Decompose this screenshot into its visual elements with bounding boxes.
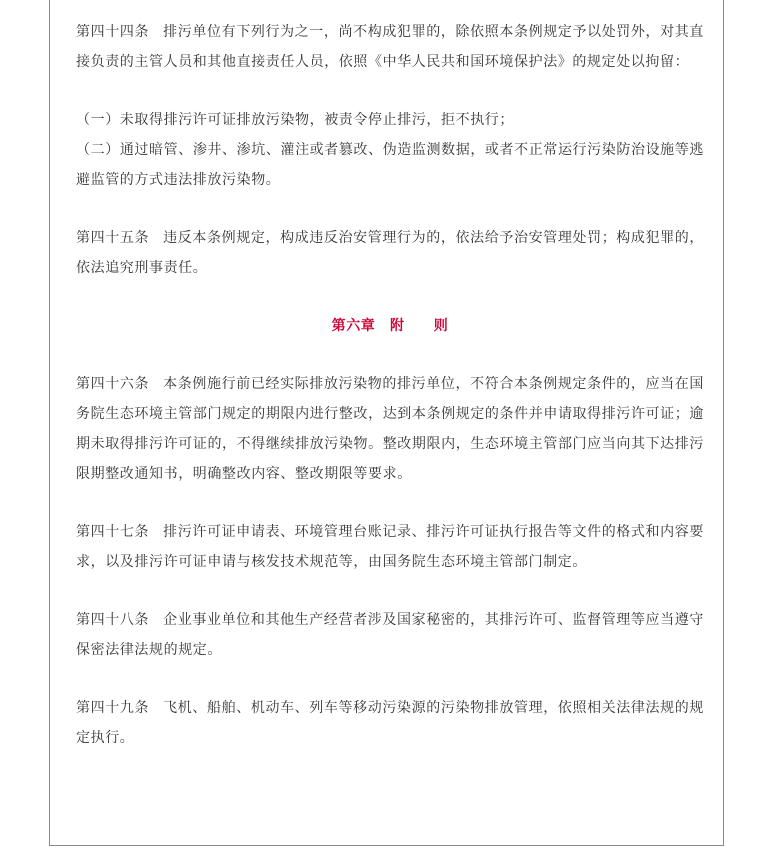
article-number: 第四十八条: [76, 612, 150, 628]
article-number: 第四十五条: [76, 230, 150, 246]
paragraph-gap: [76, 577, 704, 605]
article-44: [76, 17, 704, 77]
paragraph-gap: [76, 489, 704, 517]
article-text: 本条例施行前已经实际排放污染物的排污单位，不符合本条例规定条件的，应当在国务院生态环境主管部门规定的期限内进行整改，达到本条例规定的条件并申请取得排污许可证；逾期未取得排污许可证的，不得继续排放污染物。整改期限内，生态环境主管部门应当向其下达排污限期整改通知书，明确整改内容、整改期限等要求。: [76, 376, 705, 482]
paragraph-gap: [76, 665, 704, 693]
article-45: [76, 223, 704, 283]
article-number: 第四十七条: [76, 524, 150, 540]
article-text: 排污单位有下列行为之一，尚不构成犯罪的，除依照本条例规定予以处罚外，对其直接负责的主管人员和其他直接责任人员，依照《中华人民共和国环境保护法》的规定处以拘留：: [76, 24, 705, 70]
document-content: [76, 17, 704, 753]
article-text: 企业事业单位和其他生产经营者涉及国家秘密的，其排污许可、监督管理等应当遵守保密法律法规的规定。: [76, 612, 705, 658]
article-46: [76, 369, 704, 489]
list-item-2: （二）通过暗管、渗井、渗坑、灌注或者篡改、伪造监测数据，或者不正常运行污染防治设施等逃避监管的方式违法排放污染物。: [76, 142, 704, 188]
article-number: 第四十四条: [76, 24, 150, 40]
paragraph-gap: [76, 195, 704, 223]
article-49: [76, 693, 704, 753]
article-text: 排污许可证申请表、环境管理台账记录、排污许可证执行报告等文件的格式和内容要求，以及排污许可证申请与核发技术规范等，由国务院生态环境主管部门制定。: [76, 524, 705, 570]
article-48: [76, 605, 704, 665]
chapter-heading: 第六章 附 则: [331, 318, 449, 334]
article-text: 违反本条例规定，构成违反治安管理行为的，依法给予治安管理处罚；构成犯罪的，依法追究刑事责任。: [76, 230, 705, 276]
paragraph-gap: [76, 283, 704, 311]
paragraph-gap: [76, 77, 704, 105]
article-47: [76, 517, 704, 577]
article-number: 第四十六条: [76, 376, 150, 392]
list-item-1: （一）未取得排污许可证排放污染物，被责令停止排污，拒不执行；: [76, 112, 514, 128]
article-text: 飞机、船舶、机动车、列车等移动污染源的污染物排放管理，依照相关法律法规的规定执行。: [76, 700, 705, 746]
article-number: 第四十九条: [76, 700, 150, 716]
paragraph-gap: [76, 341, 704, 369]
